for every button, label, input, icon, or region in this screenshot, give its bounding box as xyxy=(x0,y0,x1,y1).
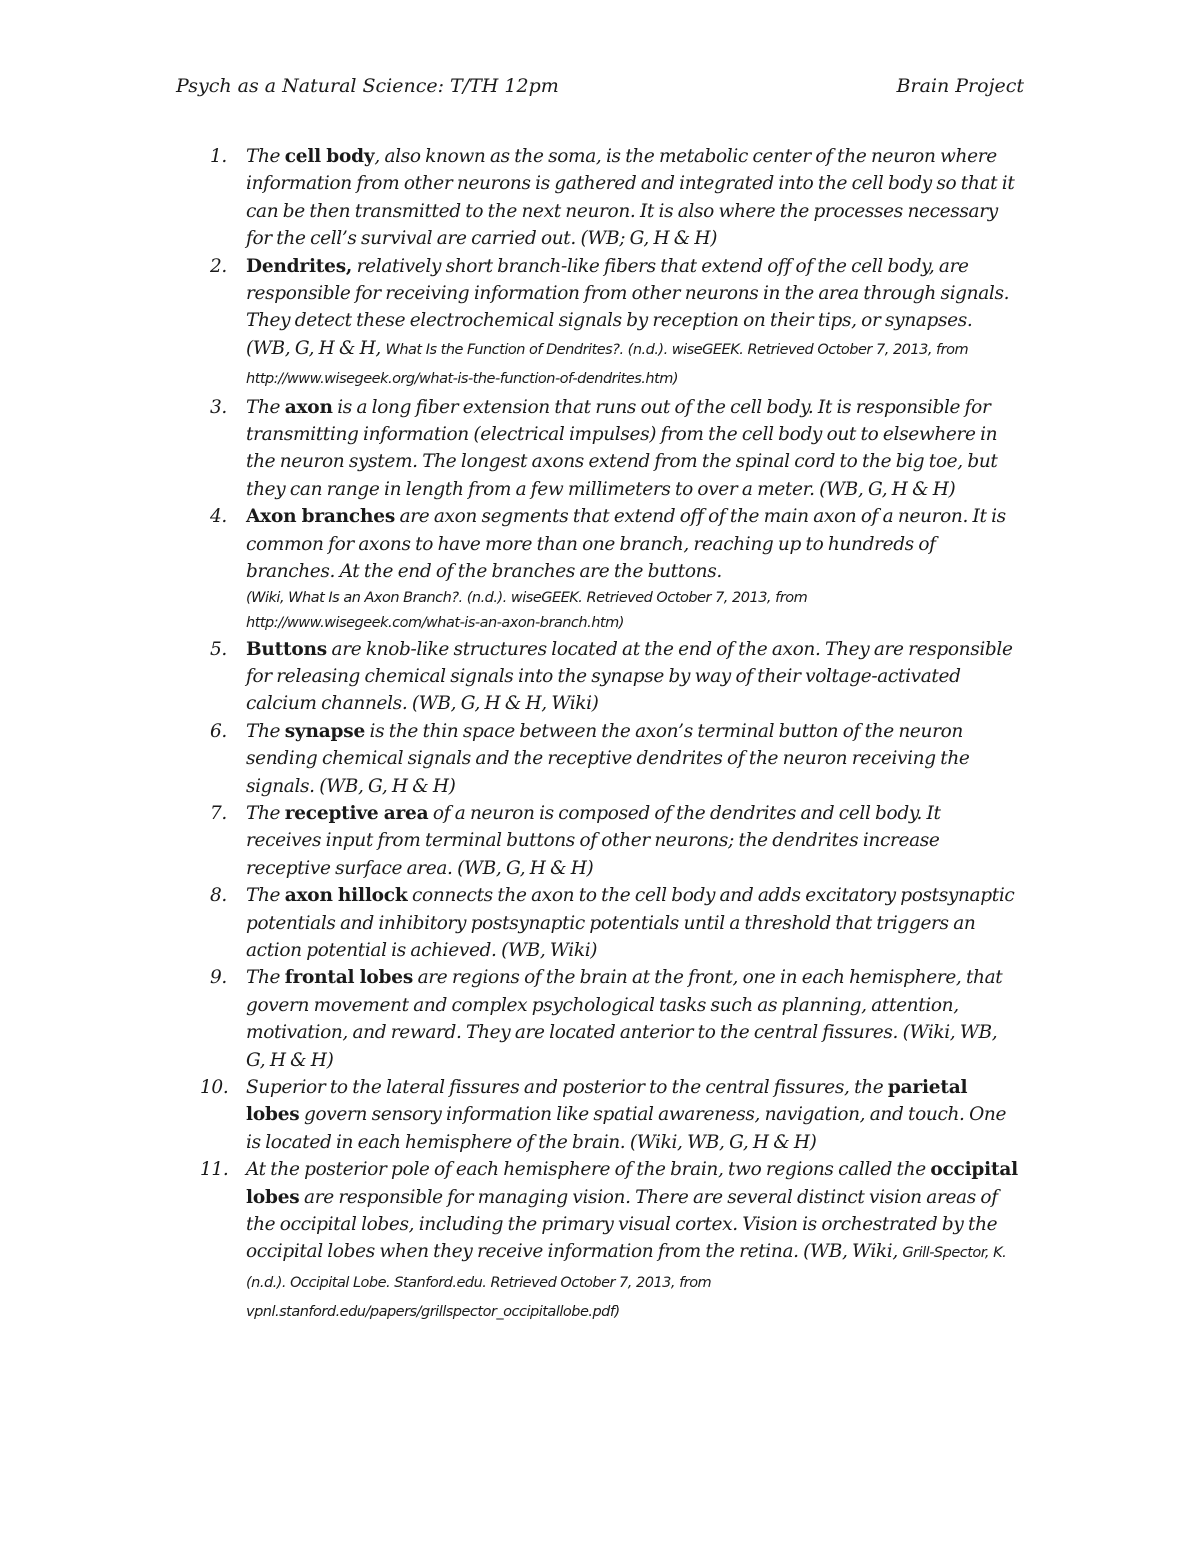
list-item xyxy=(0,394,1020,504)
item-term: frontal lobes xyxy=(284,967,414,989)
item-text: is the thin space between the axon’s terminal button of the neuron sending chemical signals and the receptive dendrites of the neuron receiving the signals. (WB, G, H & H) xyxy=(246,720,970,797)
item-text-pre: At the posterior pole of each hemisphere of the brain, two regions called the xyxy=(246,1159,931,1181)
item-number: 8. xyxy=(210,885,227,907)
item-term: axon xyxy=(284,396,333,418)
list-item xyxy=(0,253,1020,394)
item-citation: Grill-Spector, K. (n.d.). Occipital Lobe. Stanford.edu. Retrieved October 7, 2013, from vpnl.stanford.edu/papers/grillspector_occipitallobe.pdf) xyxy=(246,1245,1007,1321)
list-item xyxy=(0,503,1020,635)
item-text: connects the axon to the cell body and adds excitatory postsynaptic potentials and inhibitory postsynaptic potentials until a threshold that triggers an action potential is achieved. (WB, Wiki) xyxy=(246,885,1015,961)
item-text: are knob-like structures located at the end of the axon. They are responsible for releasing chemical signals into the synapse by way of their voltage-activated calcium channels. (WB, G, H & H, Wiki) xyxy=(246,638,1013,715)
item-term: Dendrites, xyxy=(246,255,353,277)
item-number: 7. xyxy=(210,802,227,824)
item-number: 5. xyxy=(210,638,227,660)
page-header xyxy=(176,72,1024,100)
list-item xyxy=(0,964,1020,1074)
item-text: are axon segments that extend off of the main axon of a neuron. It is common for axons to have more than one branch, reaching up to hundreds of branches. At the end of the branches are the buttons. xyxy=(246,506,1006,583)
definition-list xyxy=(0,143,1200,1327)
list-item xyxy=(0,143,1020,253)
item-number: 1. xyxy=(210,146,227,167)
item-number: 6. xyxy=(210,720,227,742)
list-item xyxy=(0,800,1020,882)
item-term: Axon branches xyxy=(246,506,396,528)
item-term: receptive area xyxy=(284,802,429,824)
item-text: relatively short branch-like fibers that extend off of the cell body, are responsible for receiving information from other neurons in the area through signals. They detect these electrochemical signals by reception on their tips, or synapses. (WB, G, H & H, xyxy=(246,255,1010,359)
list-item xyxy=(0,636,1020,718)
item-text: are regions of the brain at the front, one in each hemisphere, that govern movement and complex psychological tasks such as planning, attention, motivation, and reward. They are located anterior to the central fissures. (Wiki, WB, G, H & H) xyxy=(246,967,1003,1071)
item-term: axon hillock xyxy=(284,885,408,907)
item-number: 9. xyxy=(210,967,227,989)
item-text-pre: The xyxy=(246,967,285,989)
list-item xyxy=(0,718,1020,800)
header-project: Brain Project xyxy=(896,75,1024,97)
item-text-pre: The xyxy=(246,802,285,824)
item-text: govern sensory information like spatial awareness, navigation, and touch. One is located in each hemisphere of the brain. (Wiki, WB, G, H & H) xyxy=(246,1104,1007,1153)
item-citation: (Wiki, What Is an Axon Branch?. (n.d.). wiseGEEK. Retrieved October 7, 2013, from http://www.wisegeek.com/what-is-an-axon-branch.htm) xyxy=(246,589,808,631)
item-text-pre: The xyxy=(246,146,285,167)
list-item xyxy=(0,1074,1020,1156)
item-term: occipital lobes xyxy=(246,1159,1018,1208)
item-term: synapse xyxy=(284,720,366,742)
item-term: cell body xyxy=(284,146,375,167)
item-text: of a neuron is composed of the dendrites and cell body. It receives input from terminal buttons of other neurons; the dendrites increase receptive surface area. (WB, G, H & H) xyxy=(246,802,941,879)
item-text-pre: Superior to the lateral fissures and posterior to the central fissures, the xyxy=(246,1077,888,1098)
list-item xyxy=(0,882,1020,964)
item-text-pre: The xyxy=(246,396,285,418)
item-term: parietal lobes xyxy=(246,1077,968,1126)
item-text-pre: The xyxy=(246,720,285,742)
item-term: Buttons xyxy=(246,638,327,660)
header-course: Psych as a Natural Science: T/TH 12pm xyxy=(176,75,559,97)
item-text-pre: The xyxy=(246,885,285,907)
item-text: are responsible for managing vision. There are several distinct vision areas of the occipital lobes, including the primary visual cortex. Vision is orchestrated by the occipital lobes when they receive information from the retina. (WB, Wiki, xyxy=(246,1186,998,1263)
item-citation: What Is the Function of Dendrites?. (n.d.). wiseGEEK. Retrieved October 7, 2013, from http://www.wisegeek.org/what-is-the-function-of-dendrites.htm) xyxy=(246,341,969,388)
item-number: 11. xyxy=(200,1159,229,1181)
item-number: 4. xyxy=(210,506,227,528)
item-text: is a long fiber extension that runs out of the cell body. It is responsible for transmitting information (electrical impulses) from the cell body out to elsewhere in the neuron system. The longest axons extend from the spinal cord to the big toe, but they can range in length from a few millimeters to over a meter. (WB, G, H & H) xyxy=(246,396,998,500)
item-number: 3. xyxy=(210,396,227,418)
list-item xyxy=(0,1156,1020,1326)
item-number: 10. xyxy=(200,1077,229,1098)
item-text: , also known as the soma, is the metabolic center of the neuron where information from other neurons is gathered and integrated into the cell body so that it can be then transmitted to the next neuron. It is also where the processes necessary for the cell’s survival are carried out. (WB; G, H & H) xyxy=(246,146,1015,250)
item-number: 2. xyxy=(210,255,227,277)
